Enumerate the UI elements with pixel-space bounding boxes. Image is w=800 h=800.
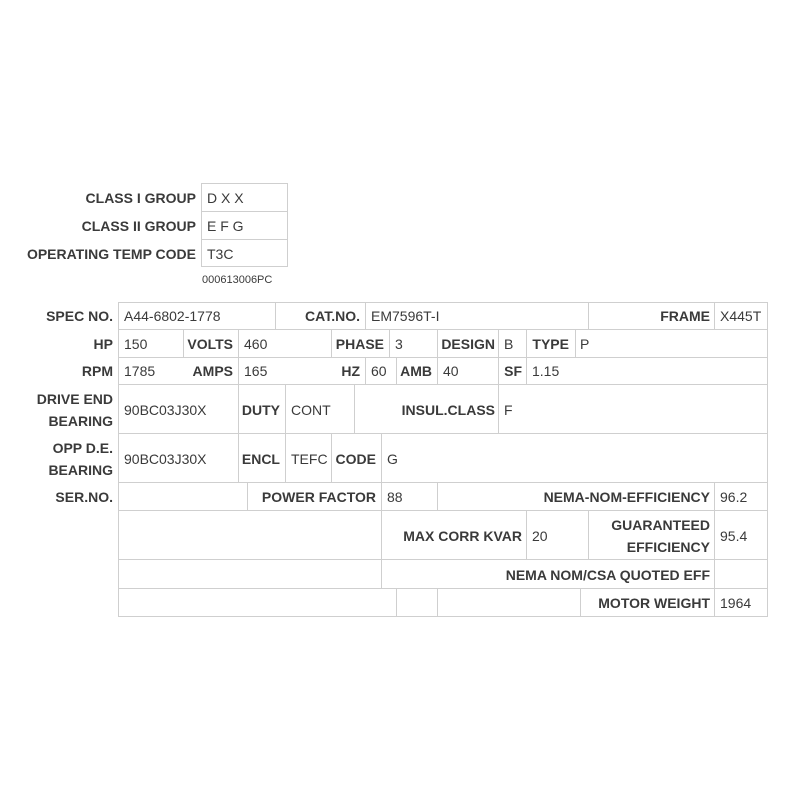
hp-value: 150 [124,336,148,352]
hp-label: HP [93,336,113,352]
operating-temp-code-value: T3C [207,246,234,262]
volts-value: 460 [244,336,268,352]
frame-value: X445T [720,308,762,324]
motor-weight-value: 1964 [720,595,752,611]
nema-csa-quoted-eff-label: NEMA NOM/CSA QUOTED EFF [505,567,710,583]
max-corr-kvar-label: MAX CORR KVAR [403,528,522,544]
type-label: TYPE [532,336,569,352]
max-corr-kvar-value: 20 [532,528,548,544]
amb-label: AMB [400,363,432,379]
design-label: DESIGN [441,336,495,352]
design-value: B [504,336,514,352]
class1-group-label: CLASS I GROUP [85,190,196,206]
motor-weight-label: MOTOR WEIGHT [598,595,710,611]
amb-value: 40 [443,363,459,379]
class2-group-label: CLASS II GROUP [81,218,196,234]
phase-value: 3 [395,336,403,352]
phase-label: PHASE [335,336,384,352]
guaranteed-efficiency-value: 95.4 [720,528,748,544]
amps-label: AMPS [192,363,233,379]
power-factor-label: POWER FACTOR [261,489,376,505]
cat-no-label: CAT.NO. [305,308,360,324]
hazard-code-number: 000613006PC [202,274,273,286]
sf-label: SF [504,363,522,379]
spec-no-value: A44-6802-1778 [124,308,221,324]
code-value: G [387,451,398,467]
nema-nom-efficiency-value: 96.2 [720,489,748,505]
drive-end-bearing-label: DRIVE END BEARING [36,391,113,429]
rpm-label: RPM [81,363,113,379]
cat-no-value: EM7596T-I [371,308,440,324]
nema-nom-efficiency-label: NEMA-NOM-EFFICIENCY [543,489,710,505]
guaranteed-efficiency-label: GUARANTEED EFFICIENCY [611,517,710,555]
frame-label: FRAME [660,308,710,324]
power-factor-value: 88 [387,489,403,505]
drive-end-bearing-value: 90BC03J30X [124,402,207,418]
sf-value: 1.15 [532,363,560,379]
operating-temp-code-label: OPERATING TEMP CODE [26,246,196,262]
ser-no-label: SER.NO. [55,489,113,505]
duty-value: CONT [291,402,331,418]
code-label: CODE [335,451,376,467]
insul-class-label: INSUL.CLASS [401,402,495,418]
spec-no-label: SPEC NO. [46,308,113,324]
encl-label: ENCL [241,451,280,467]
encl-value: TEFC [291,451,328,467]
rpm-value: 1785 [124,363,156,379]
duty-label: DUTY [241,402,280,418]
type-value: P [580,336,590,352]
class2-group-value: E F G [207,218,244,234]
volts-label: VOLTS [187,336,233,352]
hz-label: HZ [341,363,360,379]
opp-de-bearing-label: OPP D.E. BEARING [48,440,113,478]
opp-de-bearing-value: 90BC03J30X [124,451,207,467]
insul-class-value: F [504,402,513,418]
amps-value: 165 [244,363,268,379]
class1-group-value: D X X [207,190,244,206]
hz-value: 60 [371,363,387,379]
